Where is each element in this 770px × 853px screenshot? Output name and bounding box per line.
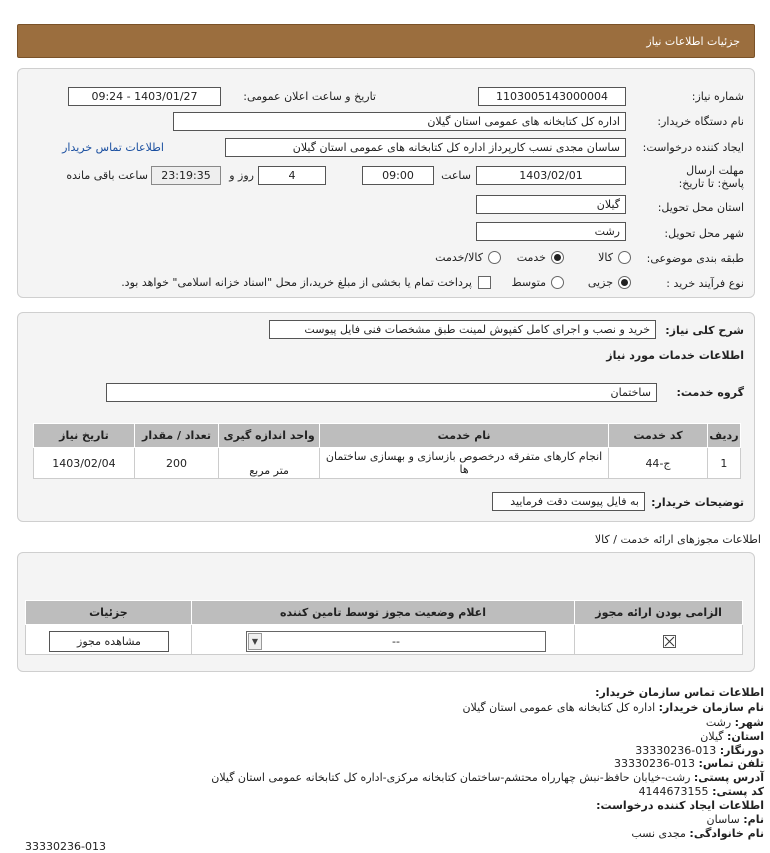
col-permit-status: اعلام وضعیت مجوز توسط تامین کننده (191, 601, 574, 625)
service-group-field: ساختمان (106, 383, 657, 402)
days-label: روز و (229, 169, 254, 182)
col-qty: تعداد / مقدار (134, 424, 218, 448)
col-code: کد خدمت (609, 424, 708, 448)
category-option-goods: کالا (598, 251, 613, 264)
services-title: اطلاعات خدمات مورد نیاز (606, 349, 744, 362)
services-table (33, 423, 741, 479)
category-option-goods-service: کالا/خدمت (435, 251, 483, 264)
contact-buyer-link[interactable]: اطلاعات تماس خریدار (62, 141, 164, 154)
creator-phone: 33330236-013 (25, 840, 106, 853)
category-option-service: خدمت (516, 251, 546, 264)
buyer-notes-label: توضیحات خریدار: (651, 496, 744, 509)
permits-panel (17, 552, 755, 672)
row-index: 1 (707, 448, 740, 479)
col-index: ردیف (707, 424, 740, 448)
permit-required-checkbox-icon (663, 635, 676, 648)
province-label: استان محل تحویل: (657, 201, 744, 214)
description-field: خرید و نصب و اجرای کامل کفپوش لمینت طبق مشخصات فنی فایل پیوست (269, 320, 656, 339)
announce-field: 1403/01/27 - 09:24 (68, 87, 221, 106)
contact-phone: 013-33330236 (614, 757, 696, 770)
contact-fax: 013-33330236 (635, 744, 717, 757)
category-label: طبقه بندی موضوعی: (646, 252, 744, 265)
buyer-org-field: اداره کل کتابخانه های عمومی استان گیلان (173, 112, 626, 131)
remaining-label: ساعت باقی مانده (66, 169, 148, 182)
permit-required-cell (575, 625, 743, 655)
description-label: شرح کلی نیاز: (665, 324, 744, 337)
contact-city-label: شهر: (734, 716, 764, 729)
creator-name-label: نام: (743, 813, 764, 826)
treasury-payment-checkbox[interactable] (478, 276, 491, 289)
contact-org-label: نام سازمان خریدار: (658, 701, 764, 714)
contact-postal-label: کد پستی: (712, 785, 764, 798)
row-name: انجام کارهای متفرقه درخصوص بازسازی و بهسازی ساختمان ها (320, 448, 609, 479)
contact-phone-label: تلفن تماس: (698, 757, 764, 770)
contact-fax-label: دورنگار: (719, 744, 764, 757)
contact-postal: 4144673155 (638, 785, 709, 798)
contact-province-label: استان: (727, 730, 764, 743)
province-field: گیلان (476, 195, 626, 214)
category-radio-service[interactable] (551, 251, 564, 264)
buyer-org-label: نام دستگاه خریدار: (657, 115, 744, 128)
row-qty: 200 (134, 448, 218, 479)
requester-label: ایجاد کننده درخواست: (642, 141, 744, 154)
col-permit-details: جزئیات (26, 601, 192, 625)
contact-title: اطلاعات تماس سازمان خریدار: (595, 686, 764, 699)
creator-family-label: نام خانوادگی: (689, 827, 764, 840)
deadline-time-field: 09:00 (362, 166, 434, 185)
treasury-payment-text: پرداخت تمام یا بخشی از مبلغ خرید،از محل "اسناد خزانه اسلامی" خواهد بود. (121, 276, 472, 289)
process-label: نوع فرآیند خرید : (666, 277, 744, 290)
permit-status-value: -- (392, 635, 400, 648)
service-group-label: گروه خدمت: (676, 386, 744, 399)
deadline-label: مهلت ارسال پاسخ: تا تاریخ: (678, 164, 744, 190)
need-description-panel (17, 312, 755, 522)
col-unit: واحد اندازه گیری (219, 424, 320, 448)
contact-city: رشت (705, 716, 732, 729)
page-header (17, 24, 755, 58)
creator-title: اطلاعات ایجاد کننده درخواست: (596, 799, 764, 812)
announce-label: تاریخ و ساعت اعلان عمومی: (243, 90, 376, 103)
process-option-minor: جزیی (587, 276, 613, 289)
contact-address-label: آدرس پستی: (693, 771, 764, 784)
row-unit: متر مربع (219, 448, 320, 479)
city-label: شهر محل تحویل: (664, 227, 744, 240)
requester-field: ساسان مجدی نسب کارپرداز اداره کل کتابخانه های عمومی استان گیلان (225, 138, 626, 157)
need-number-label: شماره نیاز: (691, 90, 744, 103)
col-permit-required: الزامی بودن ارائه مجوز (575, 601, 743, 625)
creator-family: مجدی نسب (631, 827, 686, 840)
city-field: رشت (476, 222, 626, 241)
contact-address: رشت-خیابان حافظ-نبش چهارراه محتشم-ساختمان کتابخانه مرکزی-اداره کل کتابخانه عمومی استان گیلان (211, 771, 691, 784)
row-code: ج-44 (609, 448, 708, 479)
days-field: 4 (258, 166, 326, 185)
col-name: نام خدمت (320, 424, 609, 448)
permit-status-select[interactable] (246, 631, 546, 652)
services-table-header (34, 424, 741, 448)
buyer-notes-field: به فایل پیوست دقت فرمایید (492, 492, 645, 511)
deadline-time-label: ساعت (441, 169, 471, 182)
need-details-panel (17, 68, 755, 298)
deadline-date-field: 1403/02/01 (476, 166, 626, 185)
permits-table-header (26, 601, 743, 625)
contact-province: گیلان (700, 730, 724, 743)
process-radio-minor[interactable] (618, 276, 631, 289)
contact-org: اداره کل کتابخانه های عمومی استان گیلان (462, 701, 656, 714)
category-radio-goods[interactable] (618, 251, 631, 264)
chevron-down-icon: ▼ (248, 633, 262, 650)
view-permit-button[interactable]: مشاهده مجوز (49, 631, 169, 652)
process-radio-medium[interactable] (551, 276, 564, 289)
remaining-time-field: 23:19:35 (151, 166, 221, 185)
need-number-field: 1103005143000004 (478, 87, 626, 106)
creator-name: ساسان (706, 813, 740, 826)
permits-title: اطلاعات مجوزهای ارائه خدمت / کالا (594, 533, 761, 546)
row-date: 1403/02/04 (34, 448, 135, 479)
process-option-medium: متوسط (511, 276, 546, 289)
page-title: جزئیات اطلاعات نیاز (646, 35, 740, 48)
table-row (34, 448, 741, 479)
col-date: تاریخ نیاز (34, 424, 135, 448)
category-radio-goods-service[interactable] (488, 251, 501, 264)
